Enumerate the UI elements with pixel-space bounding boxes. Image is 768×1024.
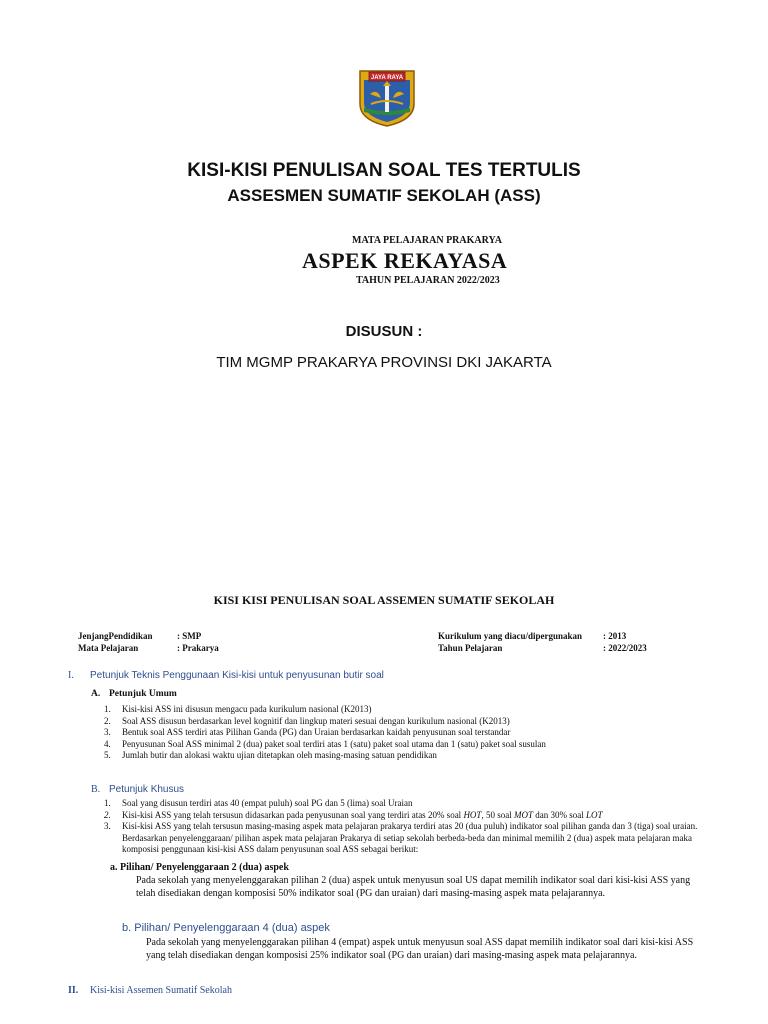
meta-label-curriculum: Kurikulum yang diacu/dipergunakan	[438, 631, 583, 641]
item-text: dan 30% soal	[532, 809, 586, 820]
item-text: Soal yang disusun terdiri atas 40 (empat puluh) soal PG dan 5 (lima) soal Uraian	[122, 798, 413, 808]
item-number: 5.	[104, 750, 111, 760]
item-number: 2.	[104, 809, 111, 820]
item-number: 2.	[104, 715, 111, 726]
list-item	[104, 704, 704, 716]
general-instructions-heading	[91, 689, 177, 699]
list-item	[104, 727, 704, 739]
cover-title-line-2: ASSESMEN SUMATIF SEKOLAH (ASS)	[227, 186, 541, 205]
section-one-heading	[68, 670, 384, 681]
compiled-by-label: DISUSUN :	[345, 323, 423, 340]
specific-instructions-list	[104, 798, 704, 856]
list-item	[104, 716, 704, 728]
two-aspects-text: Pada sekolah yang menyelenggarakan pilihan 2 (dua) aspek untuk menyusun soal US dapat memilih indikator soal dari kisi-kisi ASS yang telah disediakan dengan komposisi 50% indikator soal (PG dan uraian) dari masing-masing aspek mata pelajarannya.	[136, 875, 691, 899]
item-number: 3.	[104, 821, 111, 831]
meta-value-subject: : Prakarya	[177, 643, 219, 653]
four-aspects-heading: b. Pilihan/ Penyelenggaraan 4 (dua) aspek	[122, 922, 330, 934]
two-aspects-heading: a. Pilihan/ Penyelenggaraan 2 (dua) aspek	[110, 862, 289, 873]
item-number: 3.	[104, 727, 111, 737]
section-two-number: II.	[68, 985, 79, 996]
item-text: Jumlah butir dan alokasi waktu ujian ditetapkan oleh masing-masing satuan pendidikan	[122, 750, 437, 760]
specific-instructions-label: B.	[91, 784, 101, 795]
item-number: 4.	[104, 738, 111, 749]
item-number: 1.	[104, 704, 111, 714]
meta-value-education-level: : SMP	[177, 631, 202, 641]
meta-label-academic-year: Tahun Pelajaran	[438, 643, 503, 653]
item-number: 1.	[104, 798, 111, 808]
list-item	[104, 810, 704, 822]
list-item	[104, 821, 704, 856]
meta-label-subject: Mata Pelajaran	[78, 643, 139, 653]
section-one-title: Petunjuk Teknis Penggunaan Kisi-kisi untuk penyusunan butir soal	[90, 670, 384, 681]
section-two-heading	[68, 985, 232, 996]
mot-label: MOT	[513, 809, 533, 820]
item-text: Penyusunan Soal ASS minimal 2 (dua) paket soal terdiri atas 1 (satu) paket soal utama dan 1 (satu) paket soal susulan	[122, 738, 546, 749]
compiled-by-team: TIM MGMP PRAKARYA PROVINSI DKI JAKARTA	[216, 354, 552, 371]
meta-value-academic-year: : 2022/2023	[603, 643, 647, 653]
section-two-title: Kisi-kisi Assemen Sumatif Sekolah	[90, 985, 232, 996]
general-instructions-label: A.	[91, 689, 101, 699]
section-one-number: I.	[68, 670, 74, 681]
aspect-title: ASPEK REKAYASA	[302, 248, 508, 273]
item-text: Kisi-kisi ASS yang telah tersusun masing-masing aspek mata pelajaran prakarya terdiri atas 20 (dua puluh) indikator soal pilihan ganda dan 3 (tiga) soal uraian. Berdasarkan penyelenggaraan/ pilihan aspek mata pelajaran Prakarya di setiap sekolah berbeda-beda dan minimal memilih 2 (dua) aspek mata pelajaran maka komposisi penggunaan kisi-kisi ASS dalam penyusunan soal ASS sebagai berikut:	[122, 821, 698, 854]
meta-value-curriculum: : 2013	[603, 631, 627, 641]
meta-label-education-level: JenjangPendidikan	[78, 631, 153, 641]
list-item	[104, 750, 704, 762]
lot-label: LOT	[585, 809, 603, 820]
four-aspects-text: Pada sekolah yang menyelenggarakan pilihan 4 (empat) aspek untuk menyusun soal ASS dapat memilih indikator soal dari kisi-kisi ASS yang telah disediakan dengan komposisi 25% indikator soal (PG dan uraian) dari masing-masing aspek mata pelajarannya.	[146, 937, 694, 961]
item-text: Bentuk soal ASS terdiri atas Pilihan Ganda (PG) dan Uraian berdasarkan kaidah penyusunan soal terstandar	[122, 727, 511, 737]
general-instructions-title: Petunjuk Umum	[109, 689, 177, 699]
item-text: , 50 soal	[481, 809, 514, 820]
hot-label: HOT	[463, 809, 482, 820]
item-text: Kisi-kisi ASS ini disusun mengacu pada kurikulum nasional (K2013)	[122, 704, 372, 714]
cover-title-line-1: KISI-KISI PENULISAN SOAL TES TERTULIS	[187, 160, 581, 181]
general-instructions-list	[104, 704, 704, 762]
list-item	[104, 739, 704, 751]
document-section-title: KISI KISI PENULISAN SOAL ASSEMEN SUMATIF SEKOLAH	[213, 593, 555, 607]
jakarta-crest-logo	[357, 68, 417, 128]
item-text: Soal ASS disusun berdasarkan level kognitif dan lingkup materi sesuai dengan kurikulum nasional (K2013)	[122, 715, 510, 726]
list-item	[104, 798, 704, 810]
academic-year-line: TAHUN PELAJARAN 2022/2023	[356, 275, 500, 286]
specific-instructions-heading	[91, 784, 184, 795]
subject-line: MATA PELAJARAN PRAKARYA	[352, 235, 503, 246]
specific-instructions-title: Petunjuk Khusus	[109, 784, 185, 795]
logo-banner-text: JAYA RAYA	[370, 75, 404, 81]
item-text: Kisi-kisi ASS yang telah tersusun didasarkan pada penyusunan soal yang terdiri atas 20% soal	[122, 809, 464, 820]
